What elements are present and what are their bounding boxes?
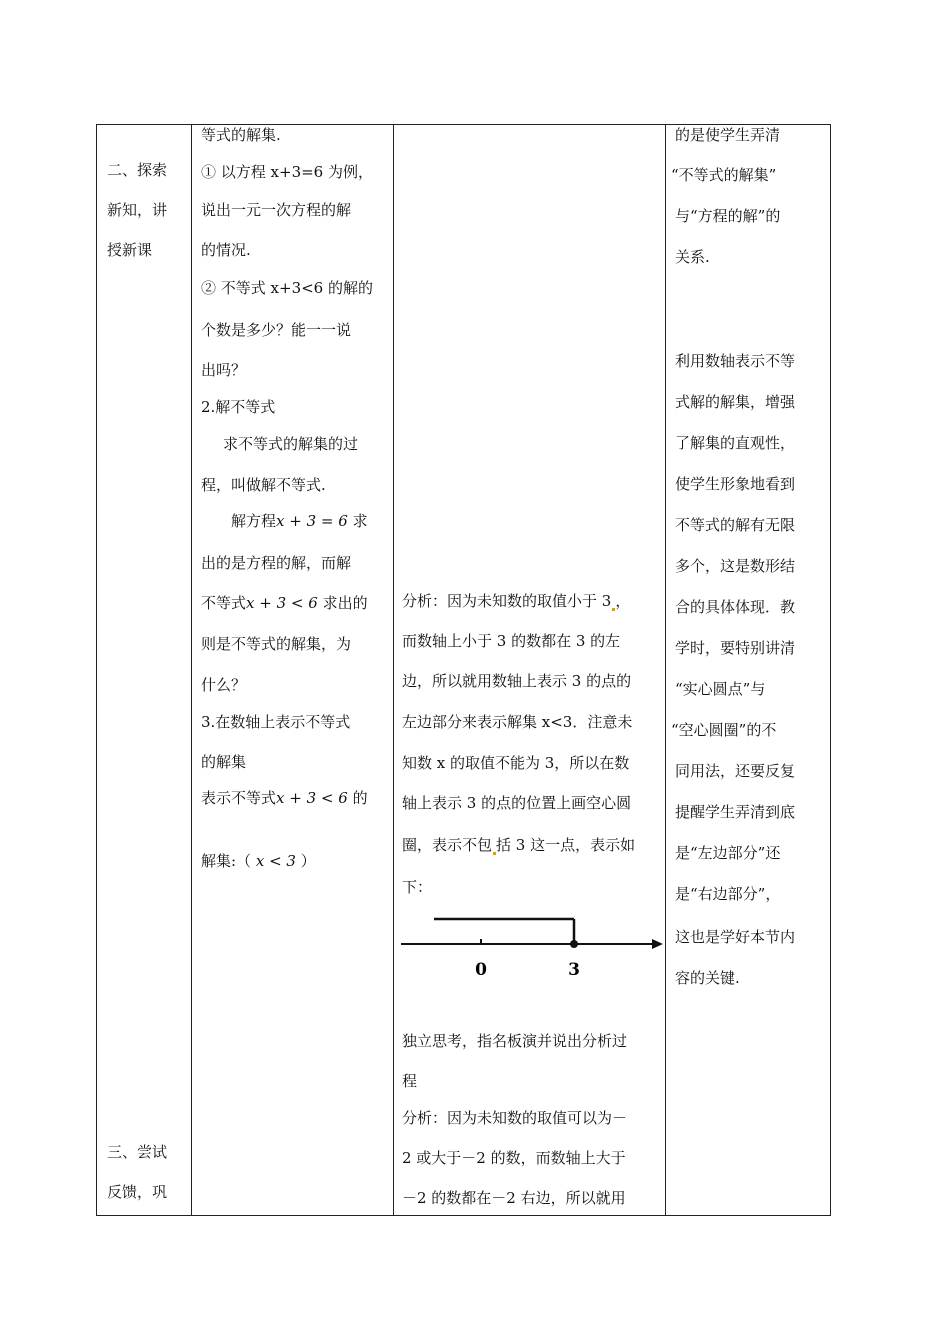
content-line: 求不等式的解集的过 (223, 435, 359, 453)
activity-line: 边，所以就用数轴上表示 3 的点的 (402, 672, 632, 690)
text-fragment: 的 (352, 789, 368, 807)
content-line: ② 不等式 x+3<6 的解的 (201, 279, 373, 297)
content-line (201, 851, 316, 871)
intent-line: “空心圆圈”的不 (671, 721, 777, 739)
content-line: 出吗？ (201, 361, 247, 379)
text-fragment: 解方程 (231, 512, 277, 530)
content-line: 个数是多少？能一一说 (201, 321, 352, 339)
intent-line: 式解的解集，增强 (675, 393, 796, 411)
intent-line: 同用法，还要反复 (675, 762, 796, 780)
number-line-figure (401, 913, 663, 983)
activity-line: 分析：因为未知数的取值可以为－ (402, 1109, 628, 1127)
intent-line: 使学生形象地看到 (675, 475, 796, 493)
intent-line: 学时，要特别讲清 (675, 639, 796, 657)
activity-line: 2 或大于－2 的数，而数轴上大于 (402, 1149, 626, 1167)
lesson-table (96, 124, 831, 1216)
intent-line: “实心圆点”与 (675, 680, 766, 698)
text-fragment: ， (615, 592, 631, 610)
activity-line: 独立思考，指名板演并说出分析过 (402, 1032, 628, 1050)
intent-line: “不等式的解集” (671, 166, 777, 184)
activity-line: 程 (402, 1072, 418, 1090)
intent-line: 是“左边部分”还 (675, 844, 781, 862)
arrow-head-icon (652, 939, 663, 949)
stage-label: 反馈，巩 (107, 1183, 168, 1201)
content-line: 的情况. (201, 241, 251, 259)
stage-label: 授新课 (107, 241, 153, 259)
activity-line: 左边部分来表示解集 x<3．注意未 (402, 713, 633, 731)
activity-line: －2 的数都在－2 右边，所以就用 (402, 1189, 626, 1207)
content-line: 的解集 (201, 753, 247, 771)
text-fragment: 表示不等式 (201, 789, 277, 807)
intent-line: 这也是学好本节内 (675, 928, 796, 946)
math-expression: x + 3 = 6 (276, 512, 348, 530)
math-expression: x + 3 < 6 (276, 789, 348, 807)
text-fragment: 解集:（ (201, 852, 252, 870)
text-fragment: 分析：因为未知数的取值小于 3 (402, 592, 612, 610)
stage-label: 二、探索 (107, 161, 168, 179)
math-expression: x < 3 (255, 852, 296, 870)
intent-line: 利用数轴表示不等 (675, 352, 796, 370)
text-fragment: 求 (352, 512, 368, 530)
tick-label: 0 (475, 960, 487, 980)
endpoint-dot (570, 940, 578, 948)
content-line: ① 以方程 x+3=6 为例， (201, 163, 373, 181)
activity-line (402, 591, 630, 611)
intent-line: 容的关键. (675, 969, 740, 987)
intent-line: 了解集的直观性， (675, 434, 796, 452)
intent-line: 多个，这是数形结 (675, 557, 796, 575)
content-line: 什么？ (201, 676, 247, 694)
activity-line (402, 835, 635, 855)
intent-line: 的是使学生弄清 (675, 126, 781, 144)
content-heading: 3.在数轴上表示不等式 (201, 713, 351, 731)
text-fragment: 不等式 (201, 594, 247, 612)
stage-label: 新知，讲 (107, 201, 168, 219)
content-line: 程，叫做解不等式. (201, 476, 326, 494)
intent-line: 合的具体体现．教 (675, 598, 796, 616)
content-heading: 2.解不等式 (201, 398, 276, 416)
text-fragment: 求出的 (322, 594, 368, 612)
column-divider (191, 125, 192, 1215)
column-divider (665, 125, 666, 1215)
content-line: 出的是方程的解，而解 (201, 554, 352, 572)
tick-label: 3 (568, 960, 580, 980)
math-expression: x + 3 < 6 (246, 594, 318, 612)
content-line: 说出一元一次方程的解 (201, 201, 352, 219)
text-fragment: 括 3 这一点，表示如 (496, 836, 636, 854)
content-line (201, 593, 368, 613)
activity-line: 而数轴上小于 3 的数都在 3 的左 (402, 632, 621, 650)
content-line (201, 788, 368, 808)
activity-line: 轴上表示 3 的点的位置上画空心圆 (402, 794, 632, 812)
content-line: 则是不等式的解集，为 (201, 635, 352, 653)
intent-line: 提醒学生弄清到底 (675, 803, 796, 821)
content-line: 等式的解集. (201, 126, 281, 144)
text-fragment: ） (300, 852, 316, 870)
activity-line: 知数 x 的取值不能为 3，所以在数 (402, 754, 630, 772)
column-divider (393, 125, 394, 1215)
intent-line: 关系. (675, 248, 710, 266)
text-fragment: 圈，表示不包 (402, 836, 493, 854)
content-line (231, 511, 368, 531)
intent-line: 不等式的解有无限 (675, 516, 796, 534)
intent-line: 是“右边部分”， (675, 885, 781, 903)
stage-label: 三、尝试 (107, 1143, 168, 1161)
intent-line: 与“方程的解”的 (675, 207, 781, 225)
activity-line: 下： (402, 878, 433, 896)
